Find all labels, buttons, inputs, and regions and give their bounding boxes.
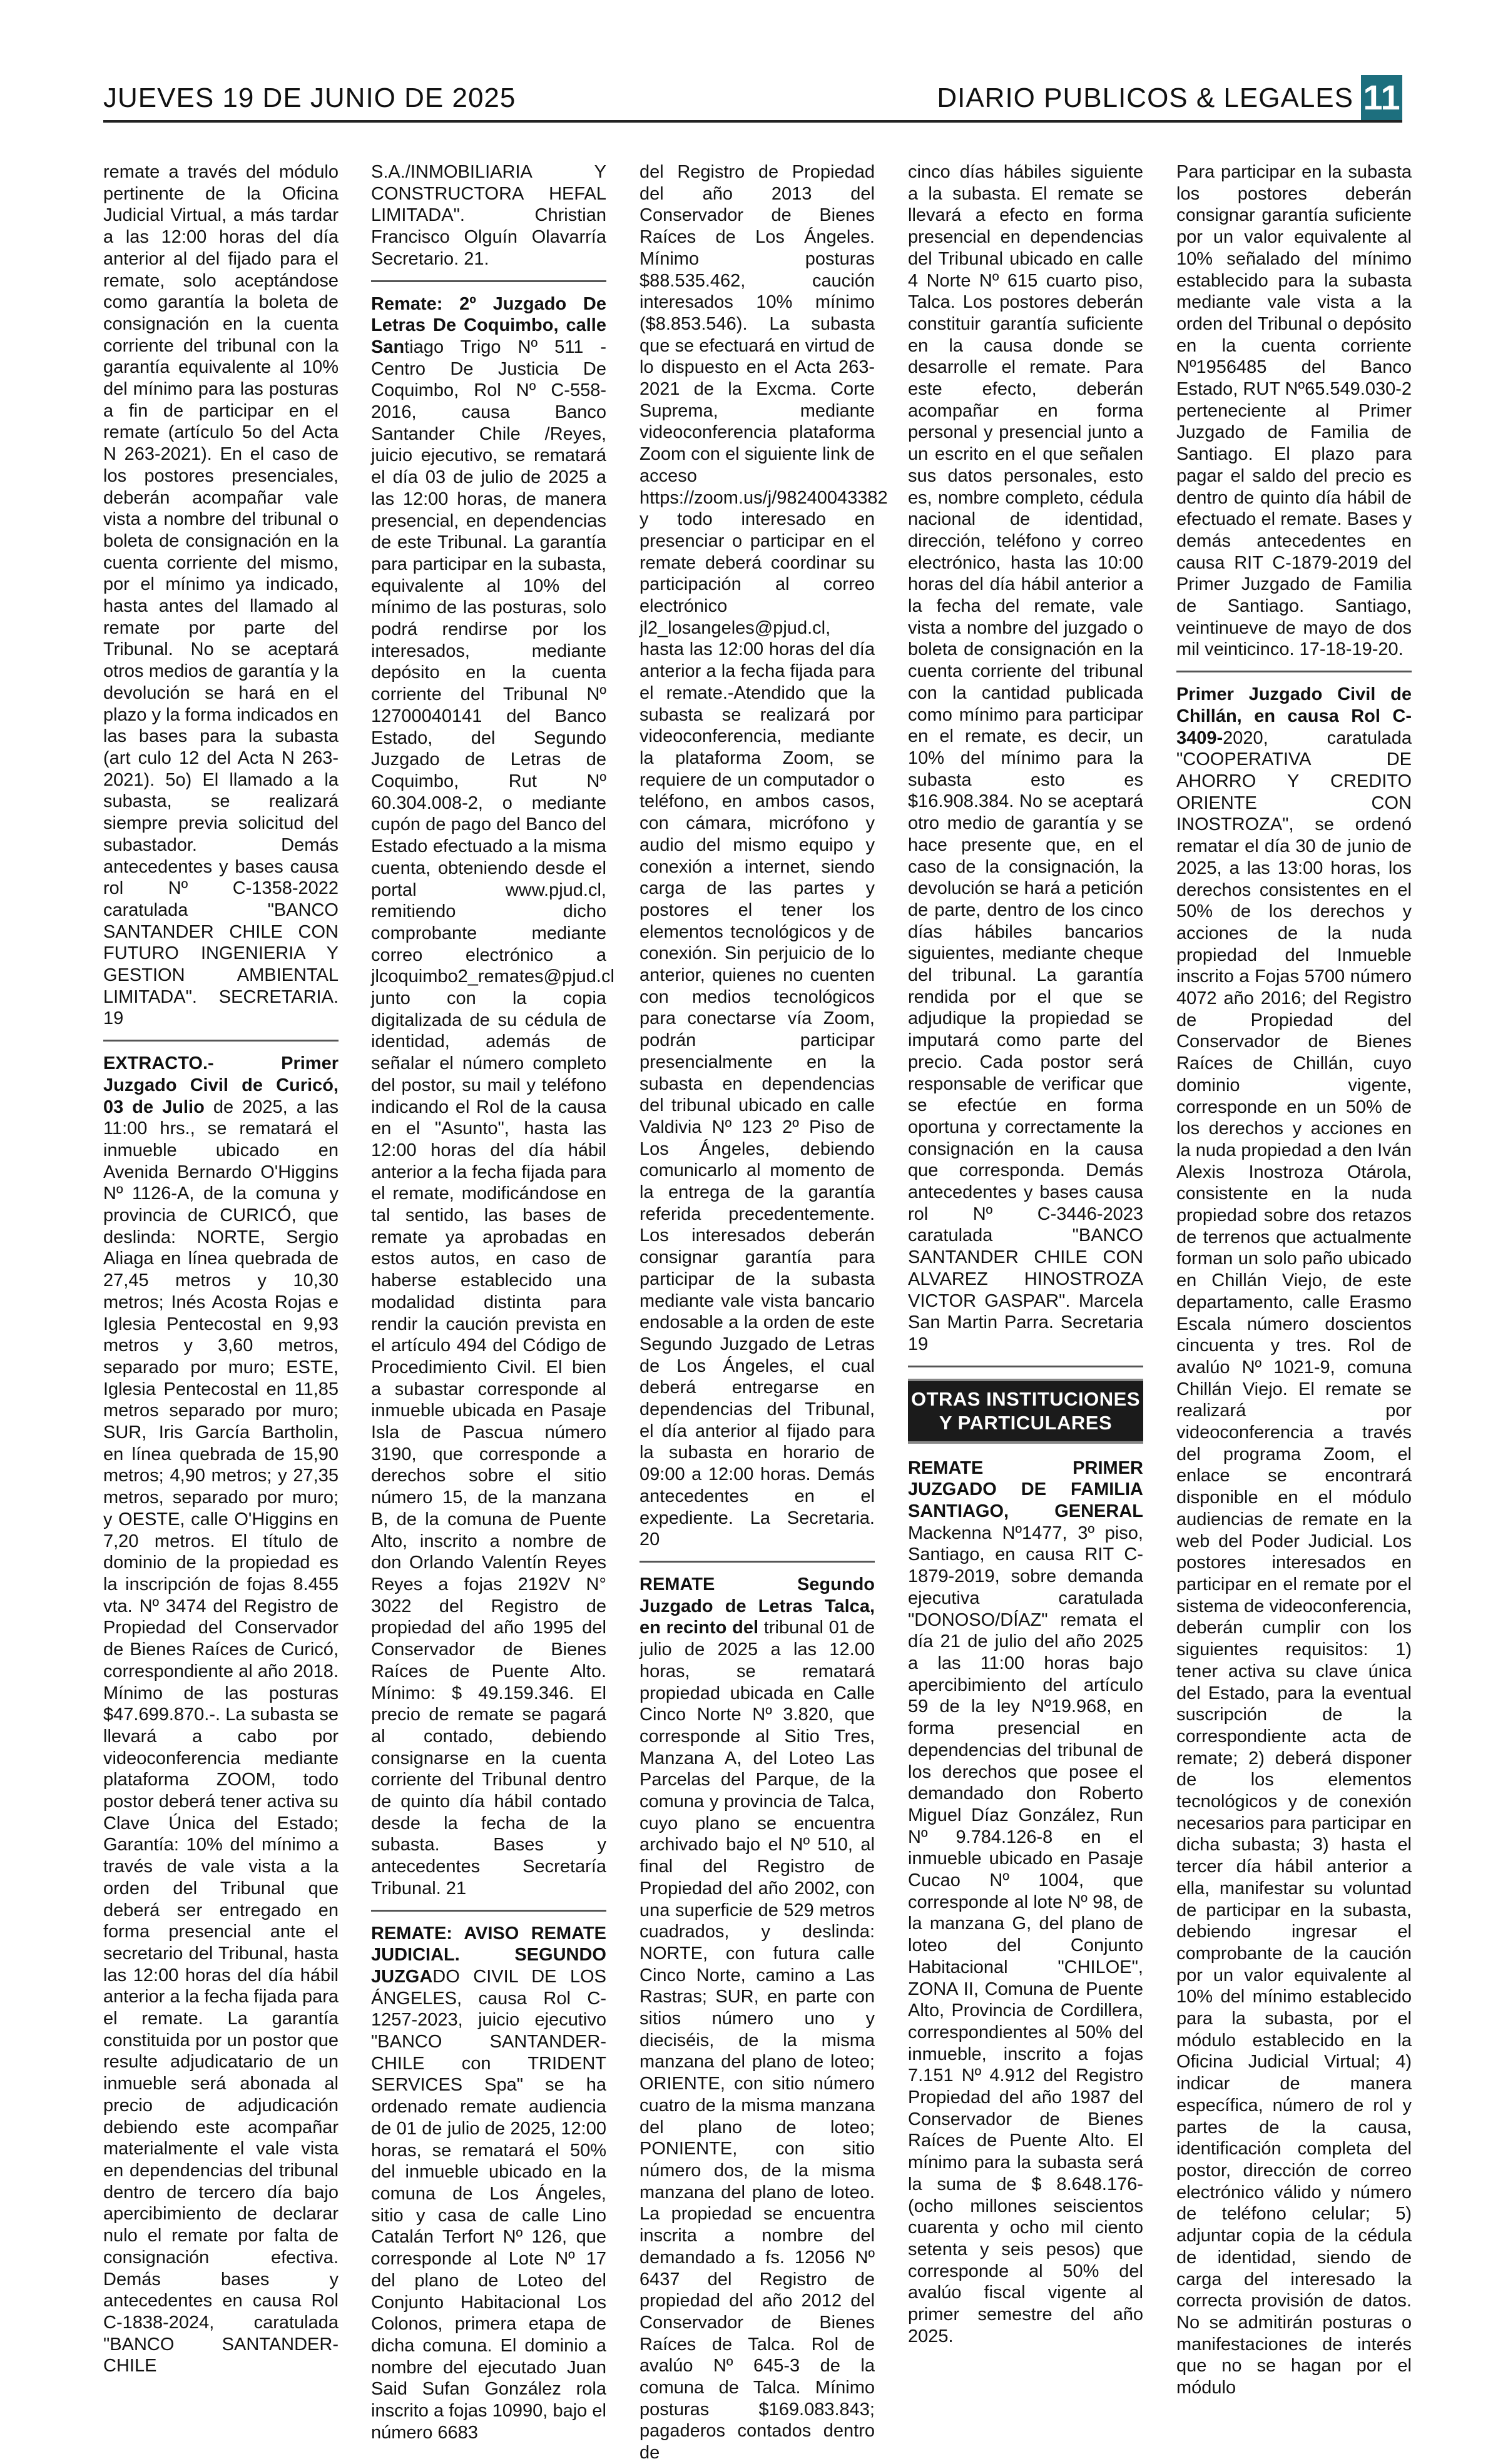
notice-heading: REMATE: AVISO REMATE JUDICIAL. SEGUNDO JUZGA — [371, 1923, 606, 1987]
notice-text: del Registro de Propiedad del año 2013 del Conservador de Bienes Raíces de Los Ángeles. Mínimo posturas $88.535.462, caución interesados 10% mínimo ($8.853.546). La subasta que se efectuará en virtud de lo dispuesto en el Acta 263-2021 de la Excma. Corte Suprema, mediante videoconferencia plataforma Zoom con el siguiente link de acceso https://zoom.us/j/98240043382 y todo interesado en presenciar o participar en el remate deberá coordinar su participación al correo electrónico jl2_losangeles@pjud.cl, hasta las 12:00 horas del día anterior a la fecha fijada para el remate.-Atendido que la subasta se realizará por videoconferencia, mediante la plataforma Zoom, se requiere de un computador o teléfono, en ambos casos, con cámara, micrófono y audio del mismo equipo y conexión a internet, siendo carga de las partes y postores el tener los elementos tecnológicos y de conexión. Sin perjuicio de lo anterior, quienes no cuenten con medios tecnológicos para conectarse vía Zoom, podrán participar presencialmente en la subasta en dependencias del tribunal ubicado en calle Valdivia Nº 123 2º Piso de Los Ángeles, debiendo comunicarlo al momento de la entrega de la garantía referida precedentemente. Los interesados deberán consignar garantía para participar de la subasta mediante vale vista bancario endosable a la orden de este Segundo Juzgado de Letras de Los Ángeles, el cual deberá entregarse en dependencias del Tribunal, el día anterior al fijado para la subasta en horario de 09:00 a 12:00 horas. Demás antecedentes en el expediente. La Secretaria. 20 — [639, 162, 888, 1550]
notice-chillan — [1176, 684, 1412, 2399]
notice-text: Para participar en la subasta los postores deberán consignar garantía suficiente por un valor equivalente al 10% señalado del mínimo establecido para la subasta mediante vale vista a la orden del Tribunal o depósito en la cuenta corriente Nº1956485 del Banco Estado, RUT Nº65.549.030-2 perteneciente al Primer Juzgado de Familia de Santiago. El plazo para pagar el saldo del precio es dentro de quinto día hábil de efectuado el remate. Bases y demás antecedentes en causa RIT C-1879-2019 del Primer Juzgado de Familia de Santiago. Santiago, veintinueve de mayo de dos mil veinticinco. 17-18-19-20. — [1176, 162, 1412, 660]
notice-divider — [639, 1561, 875, 1563]
header-rule — [103, 120, 1402, 123]
notice-text: S.A./INMOBILIARIA Y CONSTRUCTORA HEFAL LIMITADA". Christian Francisco Olguín Olavarría Secretario. 21. — [371, 162, 606, 269]
column-2 — [371, 161, 614, 2443]
notice-divider — [908, 1366, 1143, 1367]
notice-body: 2020, caratulada "COOPERATIVA DE AHORRO Y CREDITO ORIENTE CON INOSTROZA", se ordenó rematar el día 30 de junio de 2025, a las 13:00 horas, los derechos consistentes en el 50% de los derechos y acciones de la nuda propiedad del Inmueble inscrito a Fojas 5700 número 4072 año 2016; del Registro de Propiedad del Conservador de Bienes Raíces de Chillán, cuyo dominio vigente, corresponde en un 50% de los derechos y acciones en la nuda propiedad a den Iván Alexis Inostroza Otárola, consistente en la nuda propiedad sobre dos retazos de terrenos que actualmente forman un solo paño ubicado en Chillán Viejo, de este departamento, calle Erasmo Escala número doscientos cincuenta y tres. Rol de avalúo Nº 1021-9, comuna Chillán Viejo. El remate se realizará por videoconferencia a través del programa Zoom, el enlace se encontrará disponible en el módulo audiencias de remate en la web del Poder Judicial. Los postores interesados en participar en el remate por el sistema de videoconferencia, deberán cumplir con los siguientes requisitos: 1) tener activa su clave única del Estado, para la eventual suscripción de la correspondiente acta de remate; 2) deberá disponer de los elementos tecnológicos y de conexión necesarios para participar en dicha subasta; 3) hasta el tercer día hábil anterior a ella, manifestar su voluntad de participar en la subasta, debiendo ingresar el comprobante de la caución por un valor equivalente al 10% del mínimo establecido para la subasta, por el módulo establecido en la Oficina Judicial Virtual; 4) indicar de manera específica, número de rol y partes de la causa, identificación completa del postor, dirección de correo electrónico válido y número de teléfono celular; 5) adjuntar copia de la cédula de identidad, siendo de carga del interesado la correcta provisión de datos. No se admitirán posturas o manifestaciones de interés que no se hagan por el módulo — [1176, 728, 1412, 2398]
page-number-badge: 11 — [1361, 75, 1402, 120]
notice-body: Mackenna Nº1477, 3º piso, Santiago, en causa RIT C-1879-2019, sobre demanda ejecutiva caratulada "DONOSO/DÍAZ" remata el día 21 de julio del año 2025 a las 11:00 horas bajo apercibimiento del artículo 59 de la ley Nº19.968, en forma presencial en dependencias del tribunal de los derechos que posee el demandado don Roberto Miguel Díaz González, Run Nº 9.784.126-8 en el inmueble ubicado en Pasaje Cucao Nº 1004, que corresponde al lote Nº 98, de la manzana G, del plano de loteo del Conjunto Habitacional "CHILOE", ZONA II, Comuna de Puente Alto, Provincia de Cordillera, correspondientes al 50% del inmueble, inscrito a fojas 7.151 Nº 4.912 del Registro Propiedad del año 1987 del Conservador de Bienes Raíces de Puente Alto. El mínimo para la subasta será la suma de $ 8.648.176- (ocho millones seiscientos cuarenta y ocho mil ciento setenta y seis pesos) que corresponde al 50% del avalúo fiscal vigente al primer semestre del año 2025. — [908, 1523, 1143, 2346]
notice-heading: EXTRACTO.- Primer Juzgado Civil de Curicó, 03 de Julio — [103, 1053, 339, 1117]
notice-body: DO CIVIL DE LOS ÁNGELES, causa Rol C-1257-2023, juicio ejecutivo "BANCO SANTANDER-CHILE con TRIDENT SERVICES Spa" se ha ordenado remate audiencia de 01 de julio de 2025, 12:00 horas, se rematará el 50% del inmueble ubicado en la comuna de Los Ángeles, sitio y casa de calle Lino Catalán Terfort Nº 126, que corresponde al Lote Nº 17 del plano de Loteo del Conjunto Habitacional Los Colonos, primera etapa de dicha comuna. El dominio a nombre del ejecutado Juan Said Sufan González rola inscrito a fojas 10990, bajo el número 6683 — [371, 1966, 606, 2443]
notice-text: remate a través del módulo pertinente de la Oficina Judicial Virtual, a más tardar a las 12:00 horas del día anterior al del fijado para el remate, solo aceptándose como garantía la boleta de consignación en la cuenta corriente del tribunal con la garantía equivalente al 10% del mínimo para las posturas a fin de participar en el remate (artículo 5o del Acta N 263-2021). En el caso de los postores presenciales, deberán acompañar vale vista a nombre del tribunal o boleta de consignación en la cuenta corriente del mismo, por el mínimo ya indicado, hasta antes del llamado al remate por parte del Tribunal. No se aceptará otros medios de garantía y la devolución se hará en el plazo y la forma indicados en las bases para la subasta (art culo 12 del Acta N 263-2021). 5o) El llamado a la subasta, se realizará siempre previa solicitud del subastador. Demás antecedentes y bases causa rol Nº C-1358-2022 caratulada "BANCO SANTANDER CHILE CON FUTURO INGENIERIA Y GESTION AMBIENTAL LIMITADA". SECRETARIA. 19 — [103, 162, 339, 1029]
notice-body: de 2025, a las 11:00 hrs., se rematará el inmueble ubicado en Avenida Bernardo O'Higgins Nº 1126-A, de la comuna y provincia de CURICÓ, que deslinda: NORTE, Sergio Aliaga en línea quebrada de 27,45 metros y 10,30 metros; Inés Acosta Rojas e Iglesia Pentecostal en 9,93 metros y 3,60 metros, separado por muro; ESTE, Iglesia Pentecostal en 11,85 metros separado por muro; SUR, Iris García Bartholin, en línea quebrada de 15,90 metros; 4,90 metros; y 27,35 metros, separado por muro; y OESTE, calle O'Higgins en 7,20 metros. El título de dominio de la propiedad es la inscripción de fojas 8.455 vta. Nº 3474 del Registro de Propiedad del Conservador de Bienes Raíces de Curicó, correspondiente al año 2018. Mínimo de las posturas $47.699.870.-. La subasta se llevará a cabo por videoconferencia mediante plataforma ZOOM, todo postor deberá tener activa su Clave Única del Estado; Garantía: 10% del mínimo a través de vale vista a la orden del Tribunal que deberá ser entregado en forma presencial ante el secretario del Tribunal, hasta las 12:00 horas del día hábil anterior a la fecha fijada para el remate. La garantía constituida por un postor que resulte adjudicatario de un inmueble será abonada al precio de adjudicación debiendo este acompañar materialmente el vale vista en dependencias del tribunal dentro de tercero día bajo apercibimiento de declarar nulo el remate por falta de consignación efectiva. Demás bases y antecedentes en causa Rol C-1838-2024, caratulada "BANCO SANTANDER-CHILE — [103, 1097, 339, 2376]
notice-curico — [103, 1053, 339, 2377]
column-4 — [908, 161, 1143, 2346]
column-1 — [103, 161, 339, 2376]
column-5 — [1176, 161, 1412, 2398]
notice-divider — [1176, 671, 1412, 672]
column-3 — [639, 161, 888, 2463]
notice-body: tiago Trigo Nº 511 - Centro De Justicia De Coquimbo, Rol Nº C-558-2016, causa Banco Santander Chile /Reyes, juicio ejecutivo, se rematará el día 03 de julio de 2025 a las 12:00 horas, de manera presencial, en dependencias de este Tribunal. La garantía para participar en la subasta, equivalente al 10% del mínimo de las posturas, solo podrá rendirse por los interesados, mediante depósito en la cuenta corriente del Tribunal Nº 12700040141 del Banco Estado, del Segundo Juzgado de Letras de Coquimbo, Rut Nº 60.304.008-2, o mediante cupón de pago del Banco del Estado efectuado a la misma cuenta, obteniendo desde el portal www.pjud.cl, remitiendo dicho comprobante mediante correo electrónico a jlcoquimbo2_remates@pjud.cl junto con la copia digitalizada de su cédula de identidad, además de señalar el número completo del postor, su mail y teléfono indicando el Rol de la causa en el "Asunto", hasta las 12:00 horas del día hábil anterior a la fecha fijada para el remate, modificándose en tal sentido, las bases de remate ya aprobadas en estos autos, en caso de haberse establecido una modalidad distinta para rendir la caución prevista en el artículo 494 del Código de Procedimiento Civil. El bien a subastar corresponde al inmueble ubicada en Pasaje Isla de Pascua número 3190, que corresponde a derechos sobre el sitio número 15, de la manzana B, de la comuna de Puente Alto, inscrito a nombre de don Orlando Valentín Reyes Reyes a fojas 2192V N° 3022 del Registro de propiedad del año 1995 del Conservador de Bienes Raíces de Puente Alto. Mínimo: $ 49.159.346. El precio de remate se pagará al contado, debiendo consignarse en la cuenta corriente del Tribunal dentro de quinto día hábil contado desde la fecha de la subasta. Bases y antecedentes Secretaría Tribunal. 21 — [371, 337, 614, 1899]
notice-heading: REMATE PRIMER JUZGADO DE FAMILIA SANTIAGO, GENERAL — [908, 1458, 1143, 1522]
notice-divider — [103, 1040, 339, 1042]
notice-divider — [371, 1910, 606, 1912]
notice-text: cinco días hábiles siguiente a la subasta. El remate se llevará a efecto en forma presencial en dependencias del Tribunal ubicado en calle 4 Norte Nº 615 cuarto piso, Talca. Los postores deberán constituir garantía suficiente en la causa donde se desarrolle el remate. Para este efecto, deberán acompañar en forma personal y presencial junto a un escrito en el que señalen sus datos personales, esto es, nombre completo, cédula nacional de identidad, dirección, teléfono y correo electrónico, hasta las 10:00 horas del día hábil anterior a la fecha del remate, vale vista a nombre del juzgado o boleta de consignación en la cuenta corriente del tribunal con la cantidad publicada como mínimo para participar en el remate, es decir, un 10% del mínimo para la subasta esto es $16.908.384. No se aceptará otro medio de garantía y se hace presente que, en el caso de la consignación, la devolución se hará a petición de parte, dentro de los cinco días hábiles bancarios siguientes, mediante cheque del tribunal. La garantía rendida por el que se adjudique la propiedad se imputará como parte del precio. Cada postor será responsable de verificar que se efectúe en forma oportuna y correctamente la consignación en la causa que corresponda. Demás antecedentes y bases causa rol Nº C-3446-2023 caratulada "BANCO SANTANDER CHILE CON ALVAREZ HINOSTROZA VICTOR GASPAR". Marcela San Martin Parra. Secretaria 19 — [908, 162, 1143, 1354]
notice-coquimbo — [371, 293, 614, 1900]
publication-title: DIARIO PUBLICOS & LEGALES — [937, 83, 1353, 113]
page-header — [103, 80, 1402, 118]
section-heading: OTRAS INSTITUCIONES Y PARTICULARES — [908, 1379, 1143, 1444]
notice-talca — [639, 1574, 875, 2464]
notice-heading: Remate: 2º Juzgado De Letras De Coquimbo, calle San — [371, 293, 606, 357]
notice-divider — [371, 280, 606, 282]
notice-familia-santiago — [908, 1458, 1143, 2348]
notice-los-angeles — [371, 1923, 606, 2444]
issue-date: JUEVES 19 DE JUNIO DE 2025 — [103, 83, 516, 113]
notice-body: tribunal 01 de julio de 2025 a las 12.00 horas, se rematará propiedad ubicada en Calle Cinco Norte Nº 3.820, que corresponde al Sitio Tres, Manzana A, del Loteo Las Parcelas del Parque, de la comuna y provincia de Talca, cuyo plano se encuentra archivado bajo el Nº 510, al final del Registro de Propiedad del año 2002, con una superficie de 529 metros cuadrados, y deslinda: NORTE, con futura calle Cinco Norte, camino a Las Rastras; SUR, en parte con sitios número uno y dieciséis, de la misma manzana del plano de loteo; ORIENTE, con sitio número cuatro de la misma manzana del plano de loteo; PONIENTE, con sitio número dos, de la misma manzana del plano de loteo. La propiedad se encuentra inscrita a nombre del demandado a fs. 12056 Nº 6437 del Registro de propiedad del año 2012 del Conservador de Bienes Raíces de Talca. Rol de avalúo Nº 645-3 de la comuna de Talca. Mínimo posturas $169.083.843; pagaderos contados dentro de — [639, 1618, 875, 2463]
notice-heading: Primer Juzgado Civil de Chillán, en causa Rol C-3409- — [1176, 684, 1412, 748]
notice-heading: REMATE Segundo Juzgado de Letras Talca, en recinto del — [639, 1574, 875, 1638]
